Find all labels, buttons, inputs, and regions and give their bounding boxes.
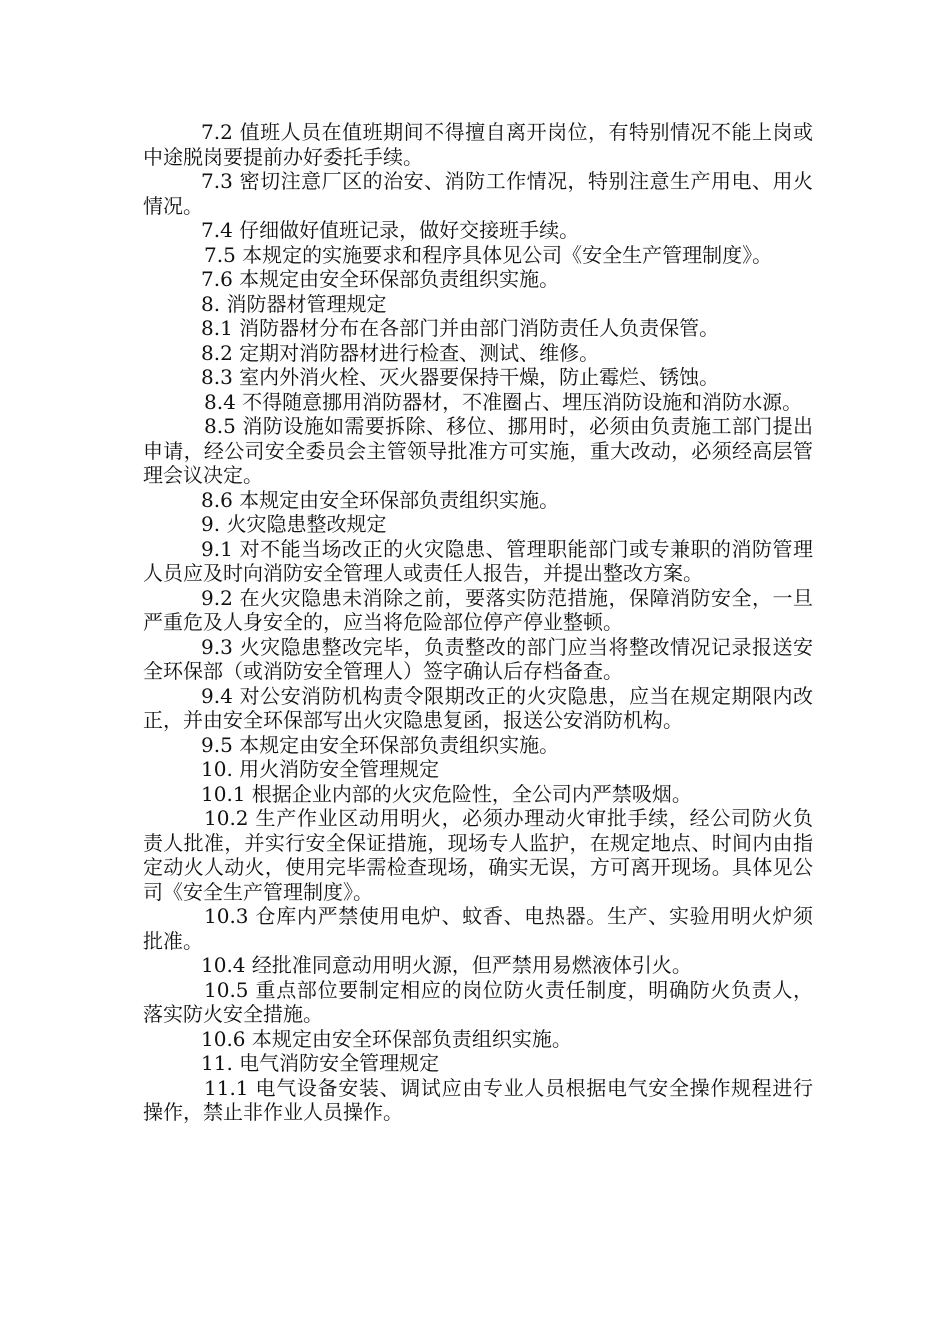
section-heading-10: 10. 用火消防安全管理规定: [201, 757, 440, 781]
paragraph-8-1: 8.1 消防器材分布在各部门并由部门消防责任人负责保管。: [201, 316, 720, 340]
paragraph-9-2: 9.2 在火灾隐患未消除之前，要落实防范措施，保障消防安全，一旦严重危及人身安全的，应当将危险部位停产停业整顿。: [143, 585, 813, 634]
paragraph-11-1: 11.1 电气设备安装、调试应由专业人员根据电气安全操作规程进行操作，禁止非作业人员操作。: [143, 1075, 813, 1124]
paragraph-8-3: 8.3 室内外消火栓、灭火器要保持干燥，防止霉烂、锈蚀。: [201, 365, 720, 389]
paragraph-8-4: 8.4 不得随意挪用消防器材，不准圈占、埋压消防设施和消防水源。: [204, 389, 803, 414]
paragraph-8-6: 8.6 本规定由安全环保部负责组织实施。: [201, 487, 560, 512]
paragraph-10-2: 10.2 生产作业区动用明火，必须办理动火审批手续，经公司防火负责人批准，并实行安全保证措施，现场专人监护，在规定地点、时间内由指定动火人动火，使用完毕需检查现场，确实无误，方可离开现场。具体见公司《安全生产管理制度》。: [143, 806, 813, 904]
document-body: [143, 120, 813, 1125]
section-heading-9: 9. 火灾隐患整改规定: [201, 512, 387, 536]
paragraph-7-5: 7.5 本规定的实施要求和程序具体见公司《安全生产管理制度》。: [204, 242, 773, 267]
paragraph-10-5: 10.5 重点部位要制定相应的岗位防火责任制度，明确防火负责人，落实防火安全措施。: [143, 977, 813, 1026]
paragraph-7-3: 7.3 密切注意厂区的治安、消防工作情况，特别注意生产用电、用火情况。: [143, 169, 813, 218]
paragraph-10-3: 10.3 仓库内严禁使用电炉、蚊香、电热器。生产、实验用明火炉须批准。: [143, 904, 813, 953]
paragraph-9-1: 9.1 对不能当场改正的火灾隐患、管理职能部门或专兼职的消防管理人员应及时向消防安全管理人或责任人报告，并提出整改方案。: [143, 536, 813, 585]
section-heading-8: 8. 消防器材管理规定: [201, 291, 387, 316]
paragraph-7-6: 7.6 本规定由安全环保部负责组织实施。: [201, 267, 560, 291]
section-heading-11: 11. 电气消防安全管理规定: [201, 1051, 440, 1075]
paragraph-9-4: 9.4 对公安消防机构责令限期改正的火灾隐患，应当在规定期限内改正，并由安全环保部写出火灾隐患复函，报送公安消防机构。: [143, 683, 813, 732]
paragraph-10-1: 10.1 根据企业内部的火灾危险性，全公司内严禁吸烟。: [201, 781, 692, 806]
paragraph-7-4: 7.4 仔细做好值班记录，做好交接班手续。: [201, 218, 580, 242]
paragraph-7-2: 7.2 值班人员在值班期间不得擅自离开岗位，有特别情况不能上岗或中途脱岗要提前办好委托手续。: [143, 120, 813, 169]
paragraph-9-3: 9.3 火灾隐患整改完毕，负责整改的部门应当将整改情况记录报送安全环保部（或消防安全管理人）签字确认后存档备查。: [143, 634, 813, 683]
paragraph-10-6: 10.6 本规定由安全环保部负责组织实施。: [201, 1026, 572, 1051]
paragraph-8-5: 8.5 消防设施如需要拆除、移位、挪用时，必须由负责施工部门提出申请，经公司安全委员会主管领导批准方可实施，重大改动，必须经高层管理会议决定。: [143, 414, 813, 487]
paragraph-10-4: 10.4 经批准同意动用明火源，但严禁用易燃液体引火。: [201, 953, 692, 977]
paragraph-8-2: 8.2 定期对消防器材进行检查、测试、维修。: [201, 340, 600, 365]
paragraph-9-5: 9.5 本规定由安全环保部负责组织实施。: [201, 732, 560, 757]
